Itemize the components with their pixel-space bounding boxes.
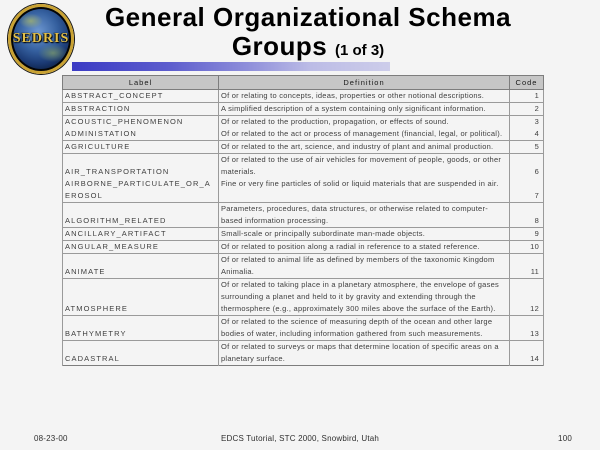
sedris-logo [8,4,74,74]
code-cell: 7 [510,178,544,203]
table-row [63,154,544,179]
label-cell: ALGORITHM_RELATED [63,203,219,228]
code-cell: 4 [510,128,544,141]
table-row [63,254,544,279]
table-row [63,203,544,228]
sedris-logo-text: SEDRIS [12,31,70,46]
definition-cell: Fine or very fine particles of solid or liquid materials that are suspended in air. [219,178,510,203]
table-row [63,178,544,203]
label-cell: ACOUSTIC_PHENOMENON [63,116,219,129]
code-cell: 10 [510,241,544,254]
label-cell: ADMINISTATION [63,128,219,141]
footer-date: 08-23-00 [34,434,68,443]
definition-cell: Parameters, procedures, data structures, or otherwise related to computer-based information processing. [219,203,510,228]
definition-cell: Of or related to surveys or maps that determine location of specific areas on a planetary surface. [219,341,510,366]
column-header-label: Label [63,76,219,90]
code-cell: 13 [510,316,544,341]
code-cell: 8 [510,203,544,228]
table-row [63,90,544,103]
schema-groups-table [62,75,544,366]
code-cell: 11 [510,254,544,279]
table-row [63,241,544,254]
definition-cell: Of or related to the art, science, and industry of plant and animal production. [219,141,510,154]
footer-page-number: 100 [558,434,572,443]
definition-cell: Small-scale or principally subordinate man-made objects. [219,228,510,241]
label-cell: CADASTRAL [63,341,219,366]
label-cell: ATMOSPHERE [63,279,219,316]
label-cell: ABSTRACT_CONCEPT [63,90,219,103]
code-cell: 9 [510,228,544,241]
footer-title: EDCS Tutorial, STC 2000, Snowbird, Utah [220,434,380,443]
code-cell: 5 [510,141,544,154]
code-cell: 12 [510,279,544,316]
label-cell: BATHYMETRY [63,316,219,341]
definition-cell: A simplified description of a system containing only significant information. [219,103,510,116]
label-cell: ABSTRACTION [63,103,219,116]
definition-cell: Of or related to taking place in a planetary atmosphere, the envelope of gases surrounding a planet and held to it by gravity and extending through the thermosphere (e.g., approximately 300 miles above the surface of the Earth). [219,279,510,316]
slide-title [78,3,538,65]
table-row [63,279,544,316]
definition-cell: Of or related to the use of air vehicles for movement of people, goods, or other materials. [219,154,510,179]
label-cell: AIR_TRANSPORTATION [63,154,219,179]
definition-cell: Of or related to the act or process of management (financial, legal, or political). [219,128,510,141]
label-cell: ANIMATE [63,254,219,279]
label-cell: AGRICULTURE [63,141,219,154]
definition-cell: Of or relating to concepts, ideas, properties or other notional descriptions. [219,90,510,103]
definition-cell: Of or related to the production, propagation, or effects of sound. [219,116,510,129]
label-cell: ANGULAR_MEASURE [63,241,219,254]
definition-cell: Of or related to animal life as defined by members of the taxonomic Kingdom Animalia. [219,254,510,279]
table-row [63,141,544,154]
table-row [63,116,544,129]
table-row [63,341,544,366]
code-cell: 1 [510,90,544,103]
code-cell: 2 [510,103,544,116]
table-row [63,128,544,141]
slide-title-line2: Groups [231,31,328,61]
table-row [63,103,544,116]
slide-title-suffix: (1 of 3) [335,42,385,59]
definition-cell: Of or related to the science of measuring depth of the ocean and other large bodies of water, including information gathered from such measurements. [219,316,510,341]
table-row [63,316,544,341]
code-cell: 6 [510,154,544,179]
label-cell: AIRBORNE_PARTICULATE_OR_AEROSOL [63,178,219,203]
table-row [63,228,544,241]
code-cell: 14 [510,341,544,366]
table-body [63,90,544,366]
accent-bar [72,62,390,71]
column-header-code: Code [510,76,544,90]
table-header-row [63,76,544,90]
definition-cell: Of or related to position along a radial in reference to a stated reference. [219,241,510,254]
slide-title-line1: General Organizational Schema [104,2,512,32]
code-cell: 3 [510,116,544,129]
label-cell: ANCILLARY_ARTIFACT [63,228,219,241]
column-header-definition: Definition [219,76,510,90]
